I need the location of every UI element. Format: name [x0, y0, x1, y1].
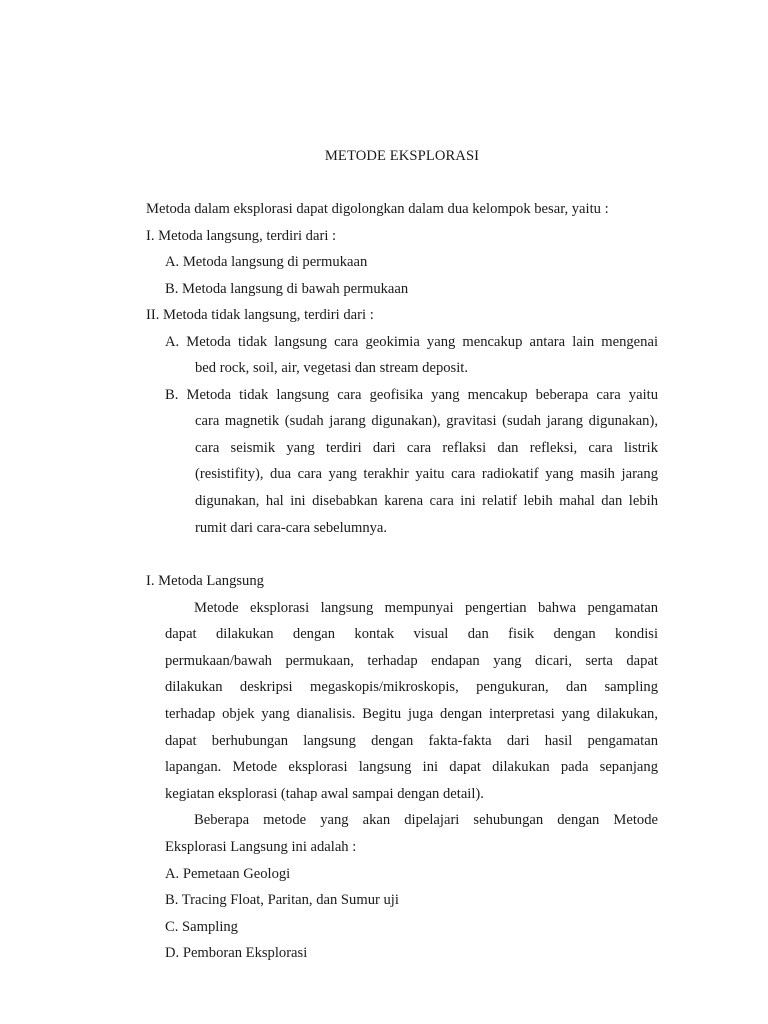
section-3-list-item-d: D. Pemboran Eksplorasi [165, 945, 308, 961]
section-3-paragraph-1-line-1: Metode eksplorasi langsung mempunyai pengertian bahwa pengamatan [194, 600, 658, 616]
section-3-paragraph-2-line-1: Beberapa metode yang akan dipelajari sehubungan dengan Metode [194, 812, 658, 828]
section-3-paragraph-1-line-3: permukaan/bawah permukaan, terhadap endapan yang dicari, serta dapat [165, 653, 658, 669]
section-3-list-item-b: B. Tracing Float, Paritan, dan Sumur uji [165, 892, 399, 908]
section-3-paragraph-1-line-8: kegiatan eksplorasi (tahap awal sampai dengan detail). [165, 786, 484, 802]
section-3-list-item-c: C. Sampling [165, 919, 238, 935]
section-2-item-b-line-2: cara magnetik (sudah jarang digunakan), gravitasi (sudah jarang digunakan), [195, 413, 658, 429]
section-3-paragraph-1-line-4: dilakukan deskripsi megaskopis/mikroskopis, pengukuran, dan sampling [165, 679, 658, 695]
section-3-heading: I. Metoda Langsung [146, 573, 264, 589]
section-3-paragraph-1-line-2: dapat dilakukan dengan kontak visual dan fisik dengan kondisi [165, 626, 658, 642]
section-3-paragraph-2-line-2: Eksplorasi Langsung ini adalah : [165, 839, 357, 855]
section-2-heading: II. Metoda tidak langsung, terdiri dari : [146, 307, 374, 323]
section-2-item-a-line-2: bed rock, soil, air, vegetasi dan stream deposit. [195, 360, 468, 376]
section-1-item-b: B. Metoda langsung di bawah permukaan [165, 281, 409, 297]
section-2-item-b-line-1: B. Metoda tidak langsung cara geofisika yang mencakup beberapa cara yaitu [165, 387, 658, 403]
section-2-item-b-line-4: (resistifity), dua cara yang terakhir yaitu cara radiokatif yang masih jarang [195, 466, 658, 482]
section-1-heading: I. Metoda langsung, terdiri dari : [146, 228, 337, 244]
section-1-item-a: A. Metoda langsung di permukaan [165, 254, 368, 270]
document-title: METODE EKSPLORASI [324, 148, 480, 164]
section-2-item-b-line-3: cara seismik yang terdiri dari cara reflaksi dan refleksi, cara listrik [195, 440, 658, 456]
section-2-item-a-line-1: A. Metoda tidak langsung cara geokimia yang mencakup antara lain mengenai [165, 334, 658, 350]
section-3-paragraph-1-line-5: terhadap objek yang dianalisis. Begitu juga dengan interpretasi yang dilakukan, [165, 706, 658, 722]
section-3-list-item-a: A. Pemetaan Geologi [165, 866, 291, 882]
section-3-paragraph-1-line-7: lapangan. Metode eksplorasi langsung ini dapat dilakukan pada sepanjang [165, 759, 658, 775]
section-2-item-b-line-6: rumit dari cara-cara sebelumnya. [195, 520, 388, 536]
intro-text: Metoda dalam eksplorasi dapat digolongkan dalam dua kelompok besar, yaitu : [146, 201, 609, 217]
section-2-item-b-line-5: digunakan, hal ini disebabkan karena cara ini relatif lebih mahal dan lebih [195, 493, 658, 509]
section-3-paragraph-1-line-6: dapat berhubungan langsung dengan fakta-fakta dari hasil pengamatan [165, 733, 658, 749]
